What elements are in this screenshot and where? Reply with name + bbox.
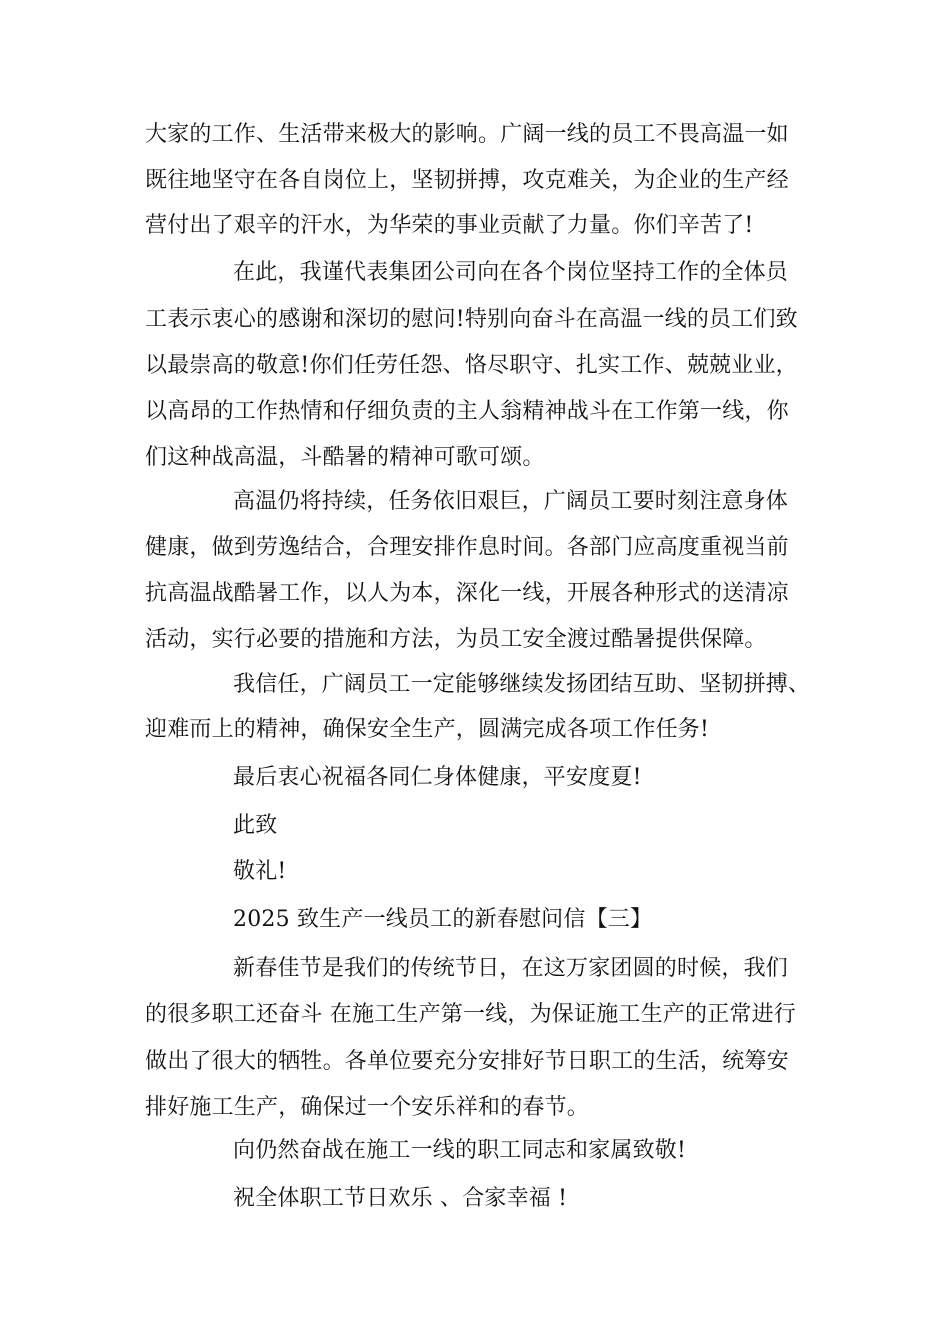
text-line: 在此，我谨代表集团公司向在各个岗位坚持工作的全体员 [233, 260, 789, 285]
text-line: 做出了很大的牺牲。各单位要充分安排好节日职工的生活，统筹安 [145, 1049, 789, 1074]
text-line: 敬礼! [233, 859, 287, 884]
text-line: 的很多职工还奋斗 在施工生产第一线，为保证施工生产的正常进行 [145, 1002, 796, 1027]
text-line: 以高昂的工作热情和仔细负责的主人翁精神战斗在工作第一线，你 [145, 399, 789, 424]
text-line: 工表示衷心的感谢和深切的慰问!特别向奋斗在高温一线的员工们致 [145, 307, 798, 332]
section-heading: 2025 致生产一线员工的新春慰问信【三】 [233, 907, 653, 932]
text-line: 我信任，广阔员工一定能够继续发扬团结互助、坚韧拼搏、 [233, 672, 811, 697]
text-line: 迎难而上的精神，确保安全生产，圆满完成各项工作任务! [145, 717, 710, 742]
text-line: 大家的工作、生活带来极大的影响。广阔一线的员工不畏高温一如 [145, 122, 789, 147]
text-line: 活动，实行必要的措施和方法，为员工安全渡过酷暑提供保障。 [145, 627, 767, 652]
text-line: 最后衷心祝福各同仁身体健康，平安度夏! [233, 765, 642, 790]
text-line: 健康，做到劳逸结合，合理安排作息时间。各部门应高度重视当前 [145, 535, 789, 560]
text-line: 排好施工生产，确保过一个安乐祥和的春节。 [145, 1095, 590, 1120]
text-line: 既往地坚守在各自岗位上，坚韧拼搏，攻克难关，为企业的生产经 [145, 168, 789, 193]
text-line: 向仍然奋战在施工一线的职工同志和家属致敬! [233, 1138, 687, 1163]
text-line: 新春佳节是我们的传统节日，在这万家团圆的时候，我们 [233, 956, 789, 981]
text-line: 以最崇高的敬意!你们任劳任怨、恪尽职守、扎实工作、兢兢业业， [145, 353, 798, 378]
text-line: 此致 [233, 813, 278, 838]
text-line: 抗高温战酷暑工作，以人为本，深化一线，开展各种形式的送清凉 [145, 581, 789, 606]
text-line: 们这种战高温，斗酷暑的精神可歌可颂。 [145, 445, 545, 470]
text-line: 祝全体职工节日欢乐 、合家幸福 ! [233, 1186, 568, 1211]
text-line: 营付出了艰辛的汗水，为华荣的事业贡献了力量。你们辛苦了! [145, 213, 754, 238]
text-line: 高温仍将持续，任务依旧艰巨，广阔员工要时刻注意身体 [233, 489, 789, 514]
